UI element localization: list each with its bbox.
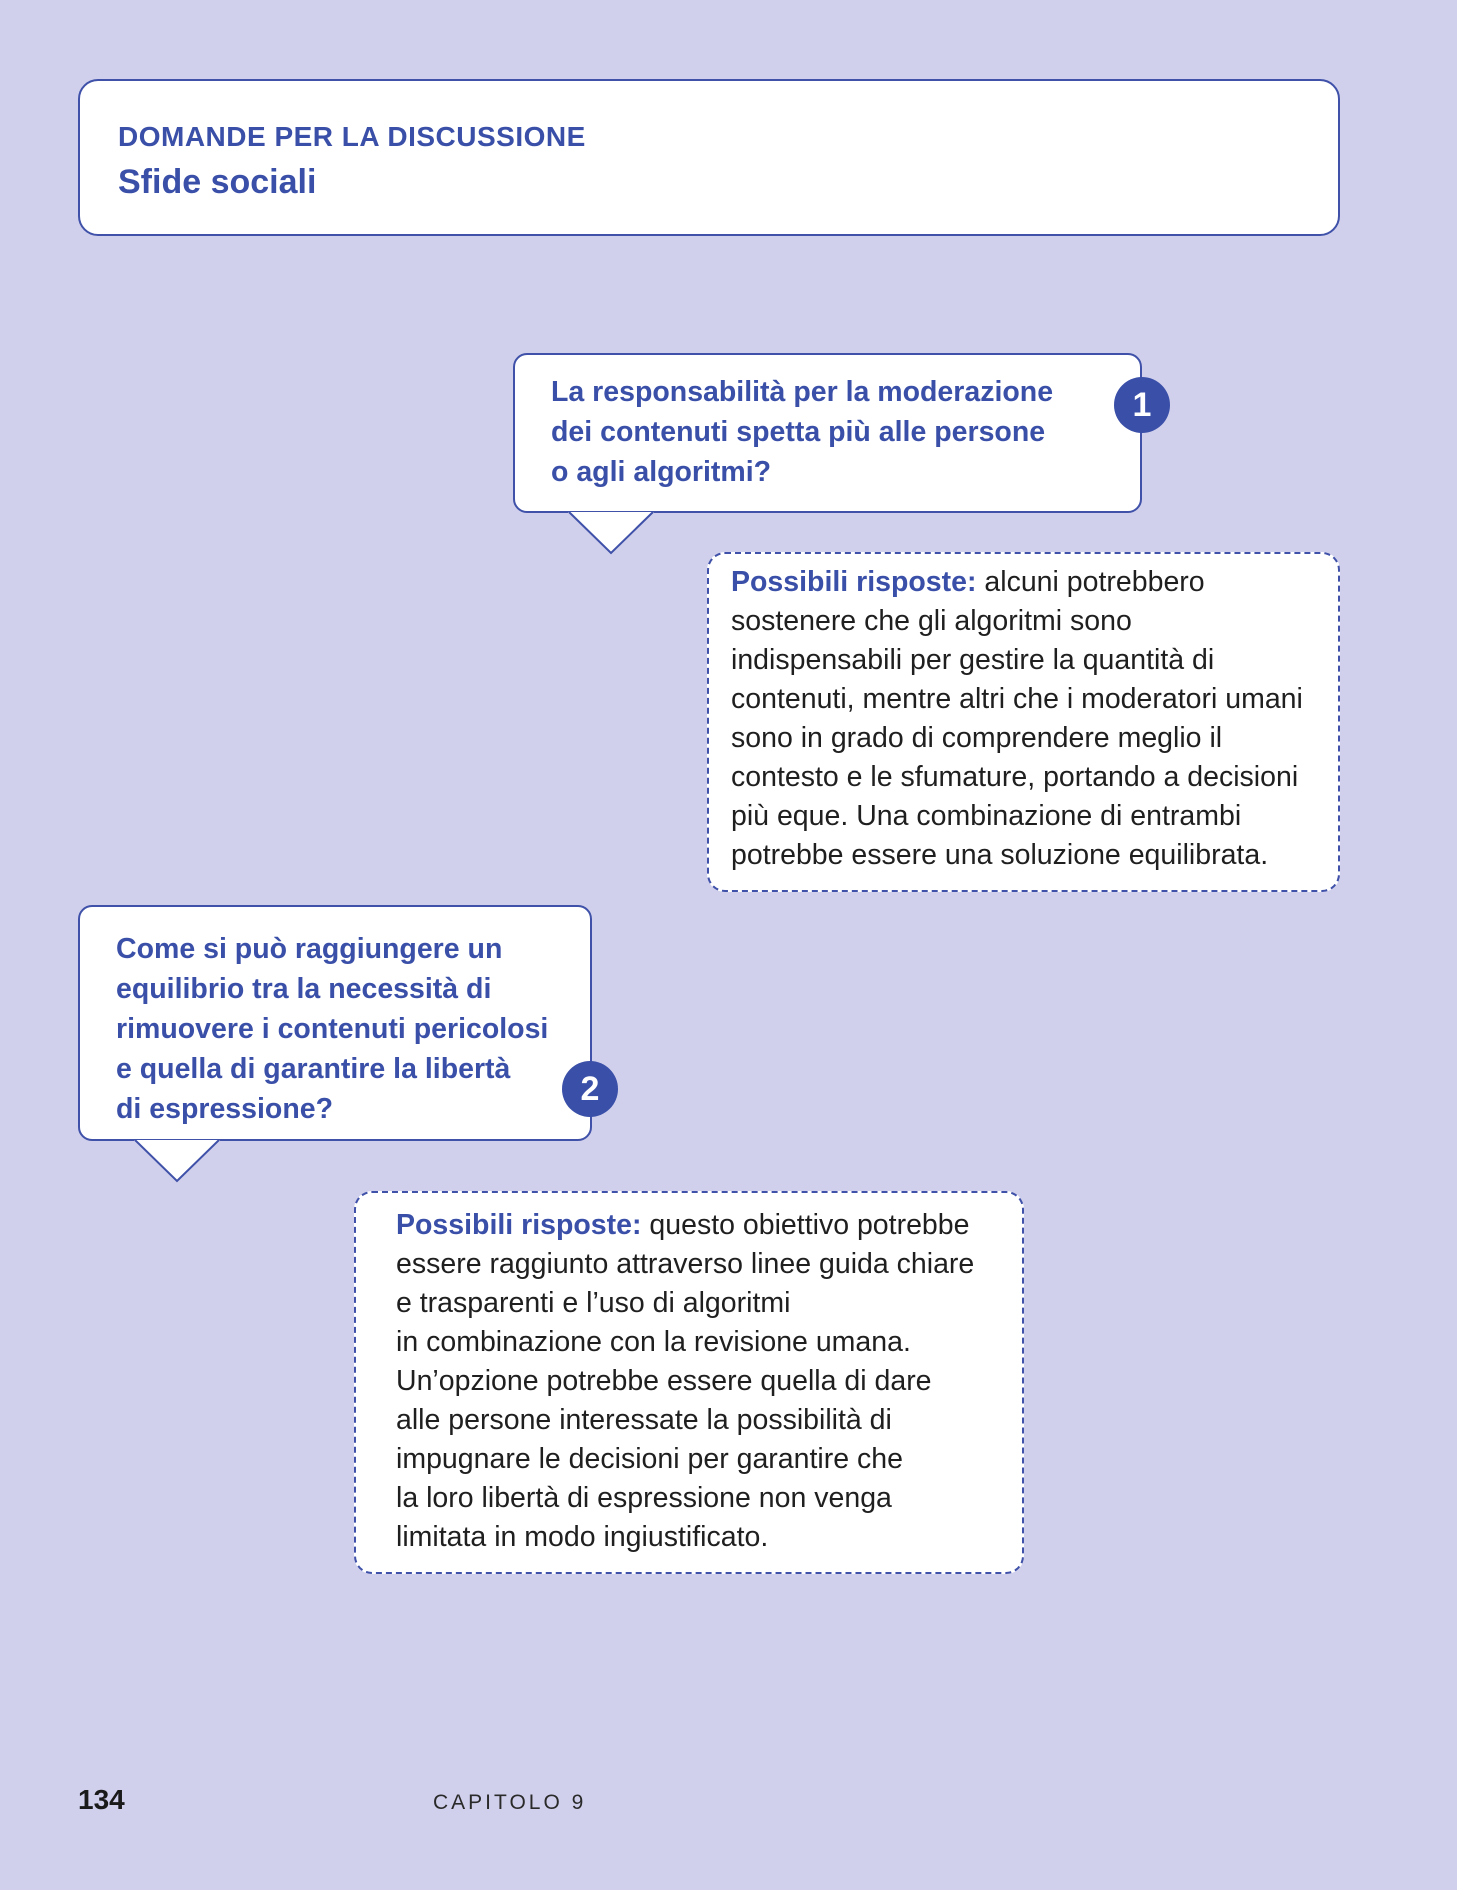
answer-1-line: potrebbe essere una soluzione equilibrata. — [731, 839, 1269, 871]
section-title: Sfide sociali — [118, 163, 317, 201]
answer-2-line: impugnare le decisioni per garantire che — [396, 1443, 903, 1475]
answer-box-2 — [354, 1191, 1024, 1574]
question-number-badge-2: 2 — [562, 1061, 618, 1117]
question-2-line: di espressione? — [116, 1093, 333, 1125]
question-1-line: dei contenuti spetta più alle persone — [551, 416, 1046, 448]
speech-tail-2 — [134, 1138, 220, 1184]
answer-1-line: sostenere che gli algoritmi sono — [731, 605, 1132, 637]
question-1-line: o agli algoritmi? — [551, 456, 772, 488]
answer-1-line: indispensabili per gestire la quantità di — [731, 644, 1215, 676]
chapter-label: CAPITOLO 9 — [433, 1791, 587, 1814]
answer-box-1 — [707, 552, 1340, 892]
answer-1-lead: Possibili risposte: — [731, 566, 977, 598]
question-bubble-1 — [513, 353, 1142, 513]
question-bubble-2 — [78, 905, 592, 1141]
answer-1-first-line — [731, 563, 1338, 602]
answer-2-line: la loro libertà di espressione non venga — [396, 1482, 892, 1514]
answer-1-line: contenuti, mentre altri che i moderatori umani — [731, 683, 1303, 715]
question-2-line: equilibrio tra la necessità di — [116, 973, 492, 1005]
answer-2-line: limitata in modo ingiustificato. — [396, 1521, 769, 1553]
question-2-line: Come si può raggiungere un — [116, 933, 503, 965]
answer-2-line: e trasparenti e l’uso di algoritmi — [396, 1287, 791, 1319]
answer-1-line: alcuni potrebbero — [976, 566, 1205, 598]
answer-2-line: alle persone interessate la possibilità di — [396, 1404, 892, 1436]
section-header — [78, 79, 1340, 236]
answer-2-line: in combinazione con la revisione umana. — [396, 1326, 911, 1358]
section-kicker: DOMANDE PER LA DISCUSSIONE — [118, 121, 586, 152]
question-1-line: La responsabilità per la moderazione — [551, 376, 1054, 408]
question-2-line: e quella di garantire la libertà — [116, 1053, 511, 1085]
answer-1-line: contesto e le sfumature, portando a decisioni — [731, 761, 1299, 793]
answer-1-line: più eque. Una combinazione di entrambi — [731, 800, 1242, 832]
speech-tail-1 — [568, 510, 654, 556]
answer-1-line: sono in grado di comprendere meglio il — [731, 722, 1223, 754]
answer-2-line: essere raggiunto attraverso linee guida chiare — [396, 1248, 975, 1280]
question-2-line: rimuovere i contenuti pericolosi — [116, 1013, 549, 1045]
answer-2-line: questo obiettivo potrebbe — [641, 1209, 970, 1241]
answer-2-lead: Possibili risposte: — [396, 1209, 642, 1241]
answer-2-line: Un’opzione potrebbe essere quella di dare — [396, 1365, 932, 1397]
question-number-badge-1: 1 — [1114, 377, 1170, 433]
page-number: 134 — [78, 1784, 125, 1815]
answer-2-first-line — [396, 1206, 1022, 1245]
